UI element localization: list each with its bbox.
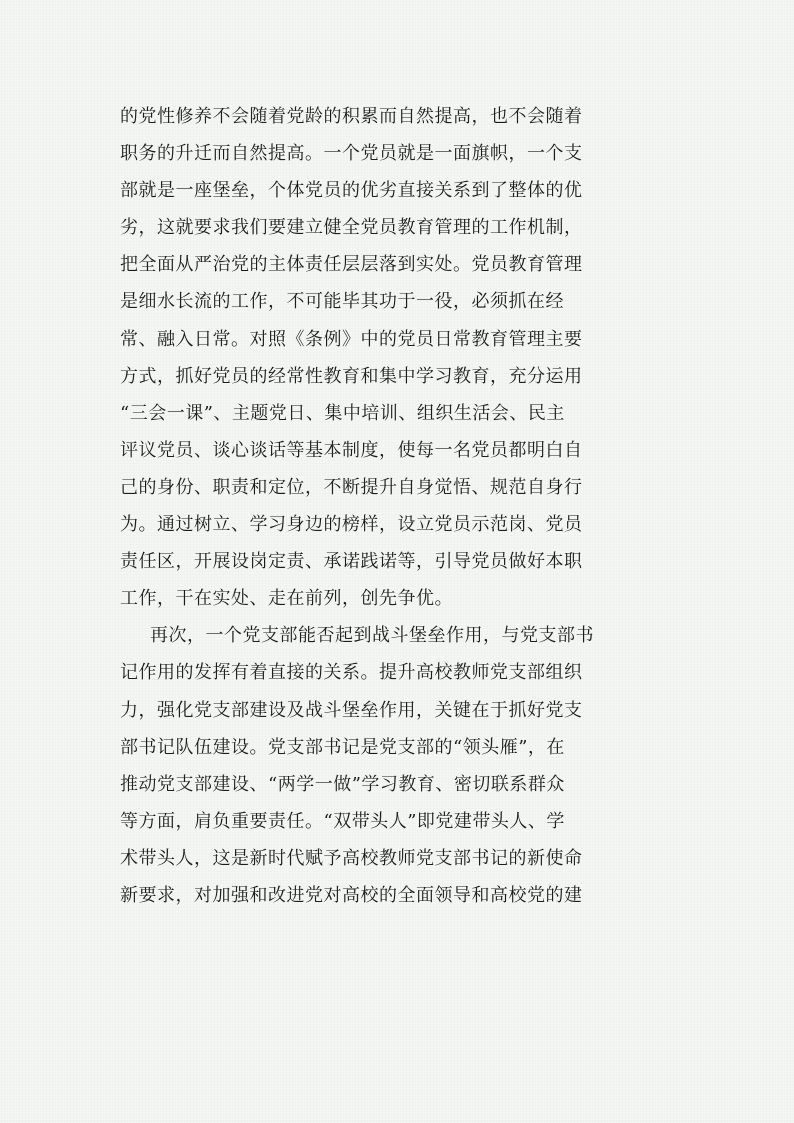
text-line: 新要求，对加强和改进党对高校的全面领导和高校党的建 [120,884,583,906]
text-line: 记作用的发挥有着直接的关系。提升高校教师党支部组织 [120,662,583,684]
text-line: 己的身份、职责和定位，不断提升自身觉悟、规范自身行 [120,476,583,498]
text-line: 的党性修养不会随着党龄的积累而自然提高，也不会随着 [120,106,583,127]
text-line: 评议党员、谈心谈话等基本制度，使每一名党员都明白自 [120,439,583,461]
text-line: 把全面从严治党的主体责任层层落到实处。党员教育管理 [120,254,583,276]
text-line: 力，强化党支部建设及战斗堡垒作用，关键在于抓好党支 [120,699,583,721]
text-line: “三会一课”、主题党日、集中培训、组织生活会、民主 [120,402,565,424]
text-line: 职务的升迁而自然提高。一个党员就是一面旗帜，一个支 [120,143,583,165]
text-line: 工作，干在实处、走在前列，创先争优。 [120,588,453,610]
text-line: 术带头人，这是新时代赋予高校教师党支部书记的新使命 [120,847,583,869]
text-line: 责任区，开展设岗定责、承诺践诺等，引导党员做好本职 [120,551,583,573]
body-text [120,98,665,914]
text-line: 是细水长流的工作，不可能毕其功于一役，必须抓在经 [120,291,564,313]
text-line: 等方面，肩负重要责任。“双带头人”即党建带头人、学 [120,810,565,832]
text-line: 常、融入日常。对照《条例》中的党员日常教育管理主要 [120,328,583,350]
text-line: 方式，抓好党员的经常性教育和集中学习教育，充分运用 [120,365,583,387]
text-line: 推动党支部建设、“两学一做”学习教育、密切联系群众 [120,773,565,795]
text-line: 部书记队伍建设。党支部书记是党支部的“领头雁”，在 [120,736,565,758]
paragraph-first-line: 再次，一个党支部能否起到战斗堡垒作用，与党支部书 [150,625,594,647]
text-line: 劣，这就要求我们要建立健全党员教育管理的工作机制， [120,217,583,239]
text-line: 部就是一座堡垒，个体党员的优劣直接关系到了整体的优 [120,180,583,202]
text-line: 为。通过树立、学习身边的榜样，设立党员示范岗、党员 [120,514,583,536]
